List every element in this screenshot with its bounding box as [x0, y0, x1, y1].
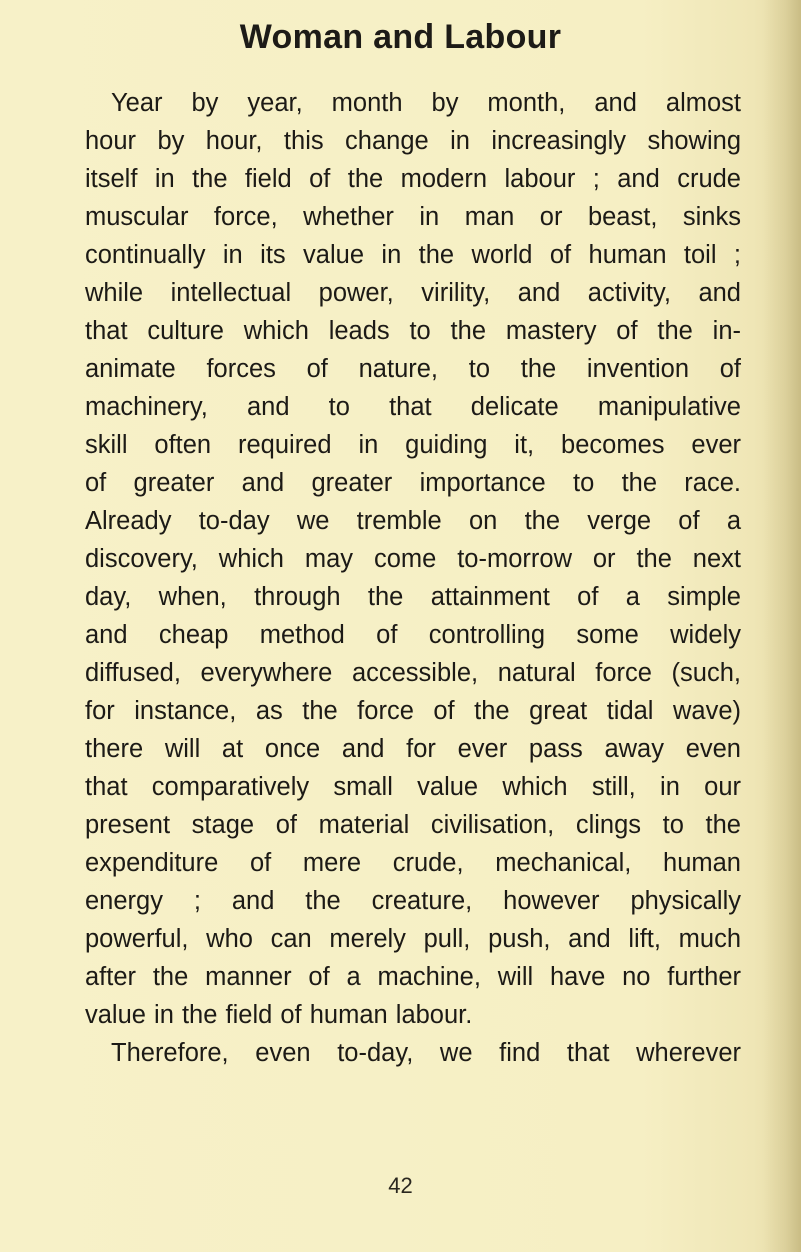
text-line: machinery, and to that delicate manipulative — [85, 393, 741, 421]
text-line: powerful, who can merely pull, push, and lift, much — [85, 925, 741, 953]
text-line: while intellectual power, virility, and activity, and — [85, 279, 741, 307]
text-line: present stage of material civilisation, clings to the — [85, 811, 741, 839]
text-line: and cheap method of controlling some widely — [85, 621, 741, 649]
page-edge-shadow — [763, 0, 801, 1252]
text-line: there will at once and for ever pass away even — [85, 735, 741, 763]
text-line: itself in the field of the modern labour ; and crude — [85, 165, 741, 193]
text-line: Already to-day we tremble on the verge of a — [85, 507, 741, 535]
body-text — [85, 84, 741, 1072]
text-line: continually in its value in the world of human toil ; — [85, 241, 741, 269]
text-line: skill often required in guiding it, becomes ever — [85, 431, 741, 459]
text-line: day, when, through the attainment of a simple — [85, 583, 741, 611]
text-line: discovery, which may come to-morrow or the next — [85, 545, 741, 573]
text-line: for instance, as the force of the great tidal wave) — [85, 697, 741, 725]
text-line: Year by year, month by month, and almost — [111, 89, 741, 117]
text-line: expenditure of mere crude, mechanical, human — [85, 849, 741, 877]
page-number: 42 — [388, 1173, 413, 1198]
running-head: Woman and Labour — [239, 18, 562, 56]
text-line: diffused, everywhere accessible, natural force (such, — [85, 659, 741, 687]
text-line: muscular force, whether in man or beast, sinks — [85, 203, 741, 231]
text-line: value in the field of human labour. — [85, 1001, 473, 1029]
text-line: Therefore, even to-day, we find that wherever — [111, 1039, 741, 1067]
text-line: energy ; and the creature, however physically — [85, 887, 741, 915]
text-line: hour by hour, this change in increasingly showing — [85, 127, 741, 155]
text-line: that culture which leads to the mastery of the in- — [85, 317, 741, 345]
text-line: animate forces of nature, to the invention of — [85, 355, 741, 383]
text-line: that comparatively small value which still, in our — [85, 773, 741, 801]
text-line: of greater and greater importance to the race. — [85, 469, 741, 497]
text-line: after the manner of a machine, will have no further — [85, 963, 741, 991]
